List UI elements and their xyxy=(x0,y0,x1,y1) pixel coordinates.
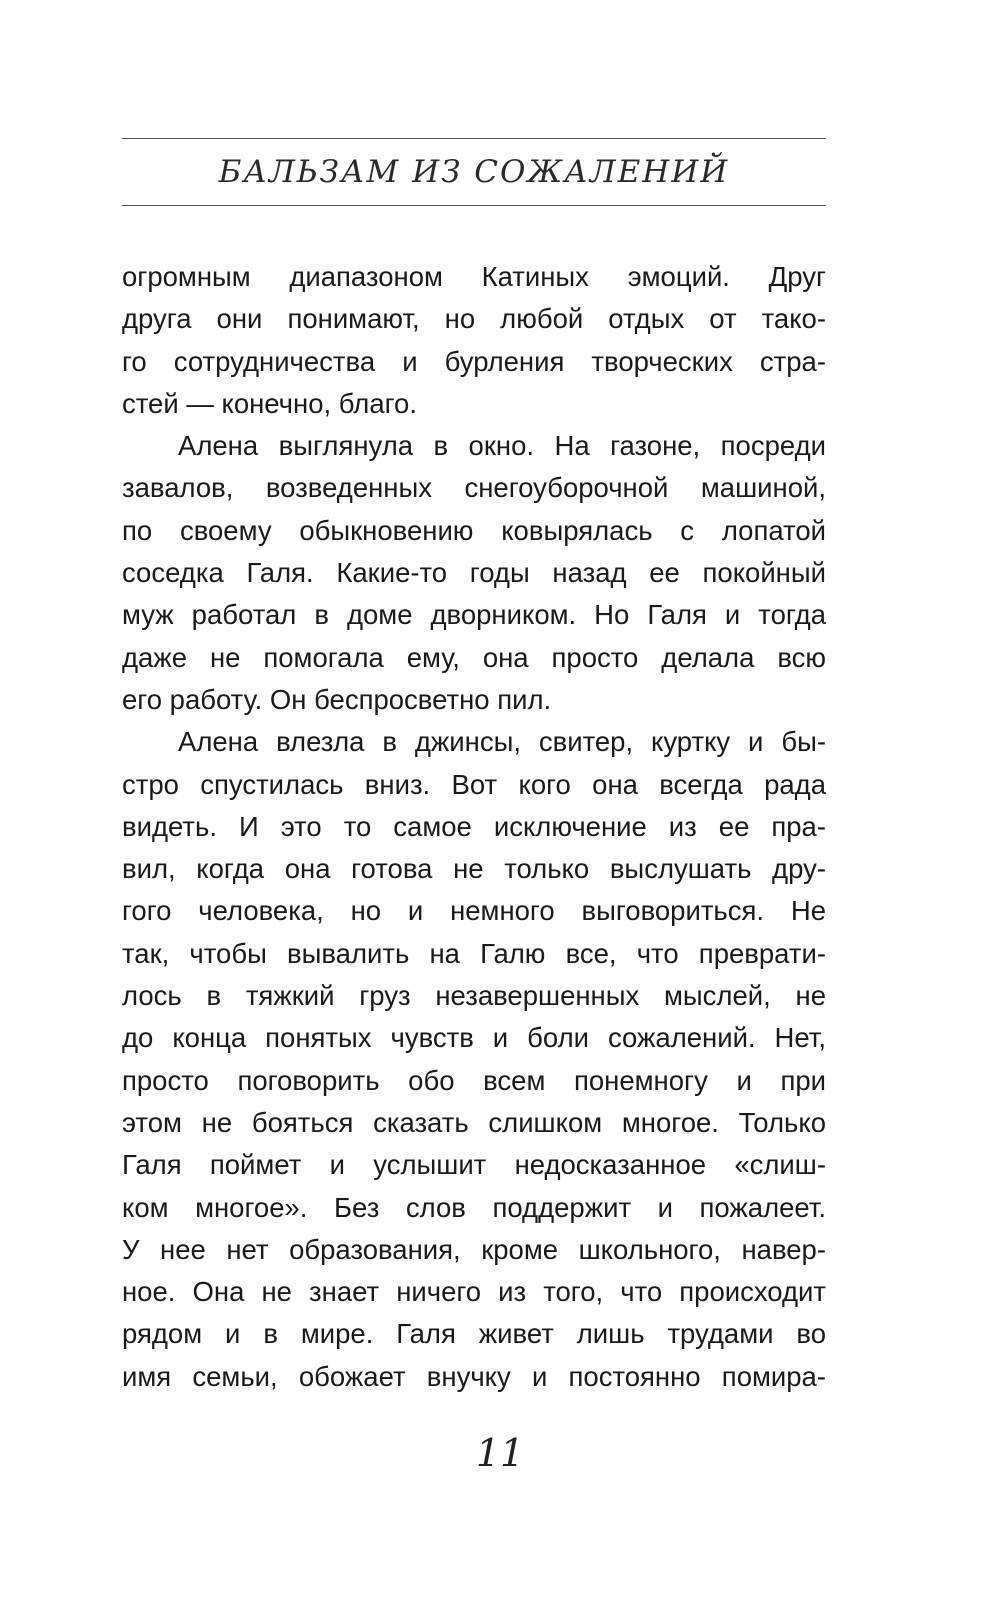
text-line: имя семьи, обожает внучку и постоянно помира- xyxy=(122,1360,826,1392)
text-line: У нее нет образования, кроме школьного, навер- xyxy=(122,1233,826,1265)
text-line: так, чтобы вывалить на Галю все, что преврати- xyxy=(122,937,826,969)
text-line: соседка Галя. Какие-то годы назад ее покойный xyxy=(122,557,826,589)
text-line: по своему обыкновению ковырялась с лопатой xyxy=(122,514,826,546)
page-number: 11 xyxy=(475,1431,525,1475)
text-line: стей — конечно, благо. xyxy=(122,387,417,419)
text-line: лось в тяжкий груз незавершенных мыслей, не xyxy=(122,980,826,1012)
text-line: ком многое». Без слов поддержит и пожалеет. xyxy=(122,1191,826,1223)
text-line: вил, когда она готова не только выслушать дру- xyxy=(122,853,826,885)
text-line: его работу. Он беспросветно пил. xyxy=(122,683,552,715)
body-text xyxy=(122,256,826,1398)
text-line: рядом и в мире. Галя живет лишь трудами во xyxy=(122,1318,826,1350)
text-line: го сотрудничества и бурления творческих стра- xyxy=(122,345,826,377)
text-line: гого человека, но и немного выговориться. Не xyxy=(122,895,826,927)
text-line: завалов, возведенных снегоуборочной машиной, xyxy=(122,472,826,504)
text-line: друга они понимают, но любой отдых от тако- xyxy=(122,303,826,335)
text-line: ное. Она не знает ничего из того, что происходит xyxy=(122,1276,826,1308)
text-line: до конца понятых чувств и боли сожалений. Нет, xyxy=(122,1022,826,1054)
text-line: этом не бояться сказать слишком многое. Только xyxy=(122,1106,826,1138)
text-line: огромным диапазоном Катиных эмоций. Друг xyxy=(122,261,826,292)
text-line: даже не помогала ему, она просто делала всю xyxy=(122,641,826,673)
book-title: БАЛЬЗАМ ИЗ СОЖАЛЕНИЙ xyxy=(218,154,730,190)
text-line: видеть. И это то самое исключение из ее пра- xyxy=(122,810,826,842)
text-line: просто поговорить обо всем понемногу и при xyxy=(122,1064,826,1096)
text-line: Алена выглянула в окно. На газоне, посреди xyxy=(178,430,826,462)
text-line: стро спустилась вниз. Вот кого она всегда рада xyxy=(122,768,826,800)
text-line: Галя поймет и услышит недосказанное «слиш- xyxy=(122,1149,826,1181)
text-line: Алена влезла в джинсы, свитер, куртку и бы- xyxy=(178,726,826,758)
running-head xyxy=(122,138,826,206)
text-line: муж работал в доме дворником. Но Галя и тогда xyxy=(122,599,826,631)
